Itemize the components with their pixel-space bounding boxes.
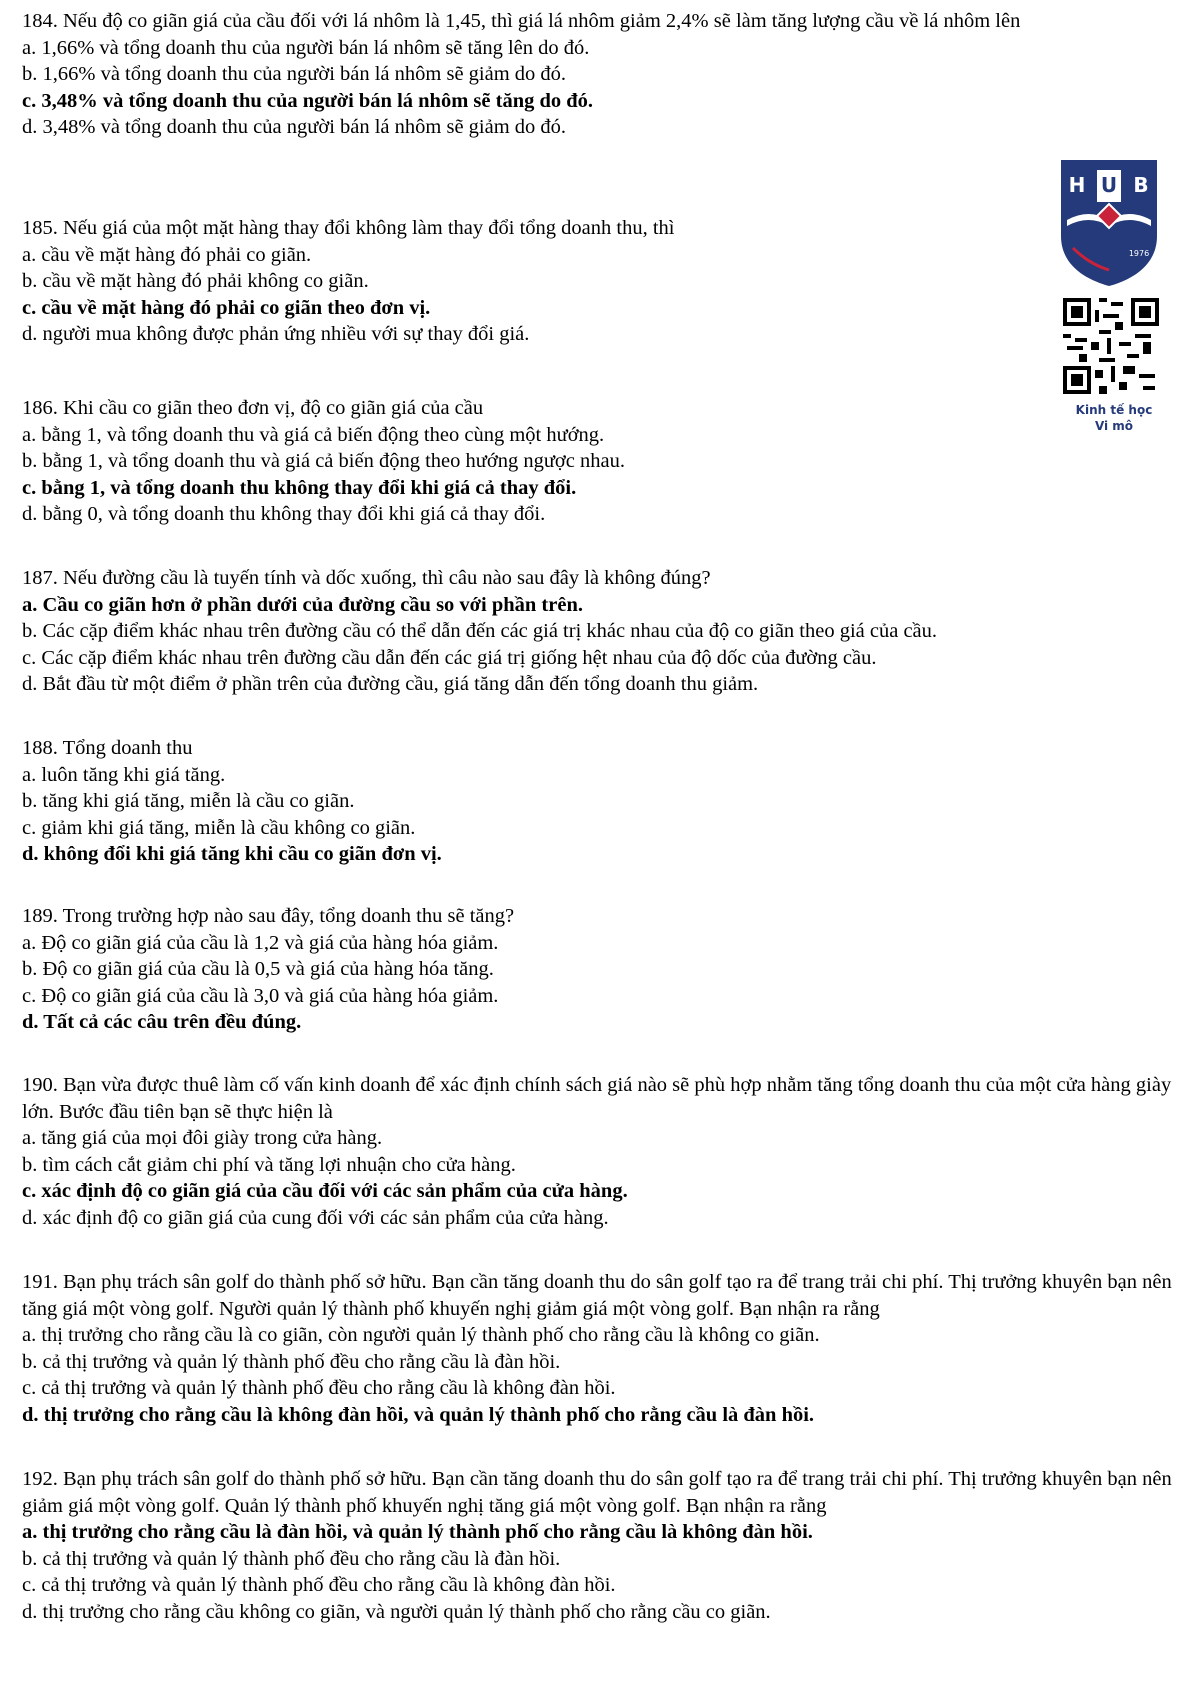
option-c: c. giảm khi giá tăng, miễn là cầu không co giãn.: [22, 816, 416, 839]
option-a: a. bằng 1, và tổng doanh thu và giá cả biến động theo cùng một hướng.: [22, 423, 605, 446]
option-c: c. cả thị trưởng và quản lý thành phố đều cho rằng cầu là không đàn hồi.: [22, 1574, 616, 1596]
question-187: [22, 565, 1172, 698]
option-c: c. Các cặp điểm khác nhau trên đường cầu dẫn đến các giá trị giống hệt nhau của độ dốc của đường cầu.: [22, 646, 877, 669]
option-c-correct: c. xác định độ co giãn giá của cầu đối với các sản phẩm của cửa hàng.: [22, 1180, 628, 1202]
shield-letter-b: B: [1133, 173, 1149, 197]
option-c: c. cả thị trưởng và quản lý thành phố đều cho rằng cầu là không đàn hồi.: [22, 1377, 616, 1399]
option-a-correct: a. thị trưởng cho rằng cầu là đàn hồi, và quản lý thành phố cho rằng cầu là không đàn hồi.: [22, 1521, 813, 1543]
option-d-correct: d. thị trưởng cho rằng cầu là không đàn hồi, và quản lý thành phố cho rằng cầu là đàn hồi.: [22, 1403, 815, 1426]
question-192: [22, 1466, 1172, 1625]
option-d: d. 3,48% và tổng doanh thu của người bán lá nhôm sẽ giảm do đó.: [22, 116, 567, 138]
option-b: b. cả thị trưởng và quản lý thành phố đều cho rằng cầu là đàn hồi.: [22, 1350, 561, 1373]
question-188: [22, 735, 1172, 868]
question-186: [22, 395, 1022, 528]
question-stem: 191. Bạn phụ trách sân golf do thành phố sở hữu. Bạn cần tăng doanh thu do sân golf tạo ra để trang trải chi phí. Thị trưởng khuyên bạn nên tăng giá một vòng golf. Người quản lý thành phố khuyến nghị giảm giá một vòng golf. Bạn nhận ra rằng: [22, 1271, 1172, 1320]
option-c: c. Độ co giãn giá của cầu là 3,0 và giá của hàng hóa giảm.: [22, 984, 499, 1007]
option-b: b. bằng 1, và tổng doanh thu và giá cả biến động theo hướng ngược nhau.: [22, 450, 625, 472]
option-a: a. thị trưởng cho rằng cầu là co giãn, còn người quản lý thành phố cho rằng cầu là không co giãn.: [22, 1324, 820, 1346]
question-189: [22, 903, 1172, 1036]
option-b: b. tìm cách cắt giảm chi phí và tăng lợi nhuận cho cửa hàng.: [22, 1153, 516, 1176]
option-a-correct: a. Cầu co giãn hơn ở phần dưới của đường cầu so với phần trên.: [22, 593, 583, 616]
question-stem: 190. Bạn vừa được thuê làm cố vấn kinh doanh để xác định chính sách giá nào sẽ phù hợp nhằm tăng tổng doanh thu của một cửa hàng giày lớn. Bước đầu tiên bạn sẽ thực hiện là: [22, 1074, 1172, 1123]
option-b: b. Độ co giãn giá của cầu là 0,5 và giá của hàng hóa tăng.: [22, 958, 494, 980]
shield-letter-h: H: [1068, 173, 1086, 197]
option-d-correct: d. không đổi khi giá tăng khi cầu co giãn đơn vị.: [22, 843, 442, 865]
option-a: a. luôn tăng khi giá tăng.: [22, 763, 226, 786]
option-d: d. người mua không được phản ứng nhiều với sự thay đổi giá.: [22, 323, 530, 345]
question-191: [22, 1269, 1172, 1428]
option-b: b. 1,66% và tổng doanh thu của người bán lá nhôm sẽ giảm do đó.: [22, 63, 567, 85]
option-b: b. Các cặp điểm khác nhau trên đường cầu có thể dẫn đến các giá trị khác nhau của độ co giãn theo giá của cầu.: [22, 620, 938, 642]
option-b: b. tăng khi giá tăng, miễn là cầu co giãn.: [22, 790, 355, 812]
option-a: a. 1,66% và tổng doanh thu của người bán lá nhôm sẽ tăng lên do đó.: [22, 36, 590, 59]
option-c-correct: c. bằng 1, và tổng doanh thu không thay đổi khi giá cả thay đổi.: [22, 476, 577, 499]
question-stem: 186. Khi cầu co giãn theo đơn vị, độ co giãn giá của cầu: [22, 397, 484, 419]
question-stem: 185. Nếu giá của một mặt hàng thay đổi không làm thay đổi tổng doanh thu, thì: [22, 217, 675, 239]
question-stem: 188. Tổng doanh thu: [22, 737, 193, 759]
option-d: d. thị trưởng cho rằng cầu không co giãn, và người quản lý thành phố cho rằng cầu co giãn.: [22, 1600, 771, 1623]
option-a: a. cầu về mặt hàng đó phải co giãn.: [22, 243, 312, 266]
question-stem: 187. Nếu đường cầu là tuyến tính và dốc xuống, thì câu nào sau đây là không đúng?: [22, 567, 711, 589]
brand-caption-subject: Kinh tế học: [1075, 403, 1153, 417]
option-c-correct: c. 3,48% và tổng doanh thu của người bán lá nhôm sẽ tăng do đó.: [22, 89, 594, 112]
question-stem: 189. Trong trường hợp nào sau đây, tổng doanh thu sẽ tăng?: [22, 905, 515, 927]
option-a: a. tăng giá của mọi đôi giày trong cửa hàng.: [22, 1127, 383, 1149]
brand-caption-topic: Vi mô: [1094, 419, 1134, 433]
option-b: b. cầu về mặt hàng đó phải không co giãn.: [22, 270, 369, 292]
question-stem: 192. Bạn phụ trách sân golf do thành phố sở hữu. Bạn cần tăng doanh thu do sân golf tạo ra để trang trải chi phí. Thị trưởng khuyên bạn nên giảm giá một vòng golf. Quản lý thành phố khuyến nghị tăng giá một vòng golf. Bạn nhận ra rằng: [22, 1468, 1172, 1517]
option-c-correct: c. cầu về mặt hàng đó phải co giãn theo đơn vị.: [22, 296, 431, 319]
question-190: [22, 1072, 1172, 1231]
question-184: [22, 8, 1172, 141]
question-stem: 184. Nếu độ co giãn giá của cầu đối với lá nhôm là 1,45, thì giá lá nhôm giảm 2,4% sẽ làm tăng lượng cầu về lá nhôm lên: [22, 10, 1021, 32]
option-d: d. xác định độ co giãn giá của cung đối với các sản phẩm của cửa hàng.: [22, 1206, 609, 1229]
option-d: d. Bắt đầu từ một điểm ở phần trên của đường cầu, giá tăng dẫn đến tổng doanh thu giảm.: [22, 673, 759, 695]
option-a: a. Độ co giãn giá của cầu là 1,2 và giá của hàng hóa giảm.: [22, 931, 499, 954]
shield-letter-u: U: [1100, 173, 1118, 197]
brand-panel: [1048, 158, 1180, 458]
hub-shield-logo: [1059, 158, 1159, 288]
question-185: [22, 215, 1022, 348]
shield-year: 1976: [1128, 249, 1150, 258]
qr-code-icon: [1063, 298, 1159, 394]
option-d-correct: d. Tất cả các câu trên đều đúng.: [22, 1011, 302, 1033]
option-b: b. cả thị trưởng và quản lý thành phố đều cho rằng cầu là đàn hồi.: [22, 1547, 561, 1570]
option-d: d. bằng 0, và tổng doanh thu không thay đổi khi giá cả thay đổi.: [22, 503, 546, 525]
